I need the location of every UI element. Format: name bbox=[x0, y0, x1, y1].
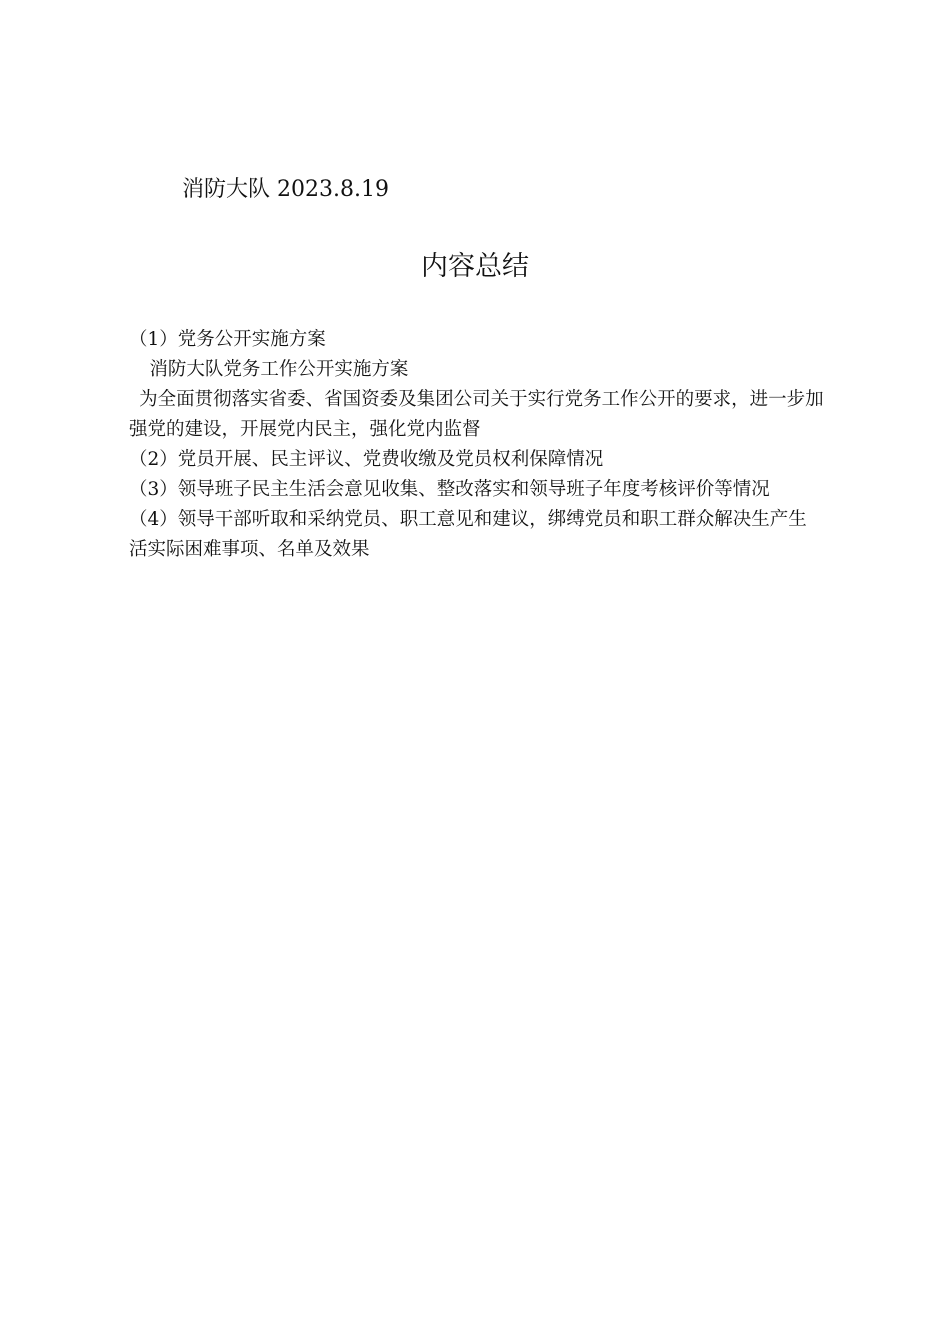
summary-content bbox=[129, 325, 825, 565]
paragraph-item-2: （2）党员开展、民主评议、党费收缴及党员权利保障情况 bbox=[129, 449, 604, 470]
paragraph-item-3: （3）领导班子民主生活会意见收集、整改落实和领导班子年度考核评价等情况 bbox=[129, 479, 770, 500]
paragraph-plan-body: 为全面贯彻落实省委、省国资委及集团公司关于实行党务工作公开的要求，进一步加强党的建设，开展党内民主，强化党内监督 bbox=[129, 389, 824, 440]
summary-title: 内容总结 bbox=[421, 251, 529, 282]
paragraph-plan-title: 消防大队党务工作公开实施方案 bbox=[149, 359, 409, 380]
paragraph-item-1: （1）党务公开实施方案 bbox=[129, 329, 326, 350]
paragraph-item-4: （4）领导干部听取和采纳党员、职工意见和建议，绑缚党员和职工群众解决生产生活实际困难事项、名单及效果 bbox=[129, 509, 807, 560]
signature-date: 消防大队 2023.8.19 bbox=[182, 177, 389, 202]
